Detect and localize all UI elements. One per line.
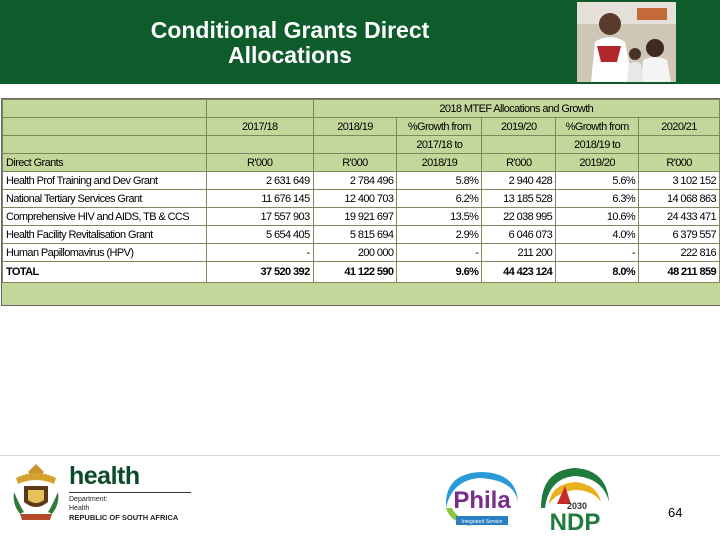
direct-grants-header: Direct Grants	[3, 154, 207, 172]
header-empty-cell	[639, 136, 720, 154]
ndp-year: 2030	[566, 501, 588, 511]
col-header-2020-21: 2020/21	[639, 118, 720, 136]
grant-name: Human Papillomavirus (HPV)	[3, 244, 207, 262]
table-cell: -	[206, 244, 313, 262]
table-cell: 6.2%	[397, 190, 482, 208]
table-row	[3, 190, 720, 208]
total-label: TOTAL	[3, 262, 207, 283]
table-cell: 10.6%	[556, 208, 639, 226]
col-header-2018-19: 2018/19	[313, 118, 397, 136]
total-row	[3, 262, 720, 283]
growth-2-year-header: 2019/20	[556, 154, 639, 172]
allocations-table-container	[1, 98, 720, 306]
unit-header: R'000	[482, 154, 556, 172]
total-cell: 9.6%	[397, 262, 482, 283]
table-cell: -	[556, 244, 639, 262]
header-empty-cell	[206, 136, 313, 154]
table-cell: 6 046 073	[482, 226, 556, 244]
grant-name: National Tertiary Services Grant	[3, 190, 207, 208]
header-empty-cell	[482, 136, 556, 154]
table-cell: 5.6%	[556, 172, 639, 190]
table-cell: 5 815 694	[313, 226, 397, 244]
unit-header: R'000	[206, 154, 313, 172]
table-cell: 13.5%	[397, 208, 482, 226]
table-cell: -	[397, 244, 482, 262]
table-cell: 2 631 649	[206, 172, 313, 190]
grant-name: Comprehensive HIV and AIDS, TB & CCS	[3, 208, 207, 226]
header-photo	[577, 2, 676, 82]
table-cell: 5 654 405	[206, 226, 313, 244]
growth-2-subheader: 2018/19 to	[556, 136, 639, 154]
table-cell: 24 433 471	[639, 208, 720, 226]
header-corner-cell	[3, 100, 207, 118]
page-number: 64	[668, 505, 683, 520]
table-cell: 19 921 697	[313, 208, 397, 226]
table-cell: 14 068 863	[639, 190, 720, 208]
dept-country: REPUBLIC OF SOUTH AFRICA	[69, 513, 179, 522]
slide-title: Conditional Grants Direct Allocations	[150, 17, 430, 68]
table-cell: 6 379 557	[639, 226, 720, 244]
table-cell: 2 940 428	[482, 172, 556, 190]
table-cell: 2.9%	[397, 226, 482, 244]
dept-label: Department:	[69, 496, 108, 503]
unit-header: R'000	[313, 154, 397, 172]
footer-divider	[0, 455, 720, 456]
table-row	[3, 208, 720, 226]
allocations-table	[2, 99, 720, 283]
table-cell: 6.3%	[556, 190, 639, 208]
phila-logo	[440, 468, 524, 530]
header-empty-cell	[313, 136, 397, 154]
table-row	[3, 172, 720, 190]
table-cell: 3 102 152	[639, 172, 720, 190]
header-empty-cell	[3, 136, 207, 154]
total-cell: 8.0%	[556, 262, 639, 283]
growth-1-subheader: 2017/18 to	[397, 136, 482, 154]
table-cell: 11 676 145	[206, 190, 313, 208]
department-name	[69, 495, 178, 523]
table-row	[3, 226, 720, 244]
table-cell: 13 185 528	[482, 190, 556, 208]
grant-name: Health Facility Revitalisation Grant	[3, 226, 207, 244]
table-cell: 200 000	[313, 244, 397, 262]
unit-header: R'000	[639, 154, 720, 172]
total-cell: 44 423 124	[482, 262, 556, 283]
phila-tagline: Integrated Service	[461, 519, 503, 525]
title-banner	[0, 0, 720, 84]
ndp-logo	[535, 464, 613, 534]
table-cell: 5.8%	[397, 172, 482, 190]
total-cell: 41 122 590	[313, 262, 397, 283]
ndp-text: NDP	[549, 509, 601, 534]
table-cell: 211 200	[482, 244, 556, 262]
table-cell: 17 557 903	[206, 208, 313, 226]
phila-text: Phila	[453, 487, 511, 514]
table-cell: 12 400 703	[313, 190, 397, 208]
col-header-growth-1: %Growth from	[397, 118, 482, 136]
table-row	[3, 244, 720, 262]
table-cell: 222 816	[639, 244, 720, 262]
table-cell: 2 784 496	[313, 172, 397, 190]
growth-1-year-header: 2018/19	[397, 154, 482, 172]
mtef-super-header: 2018 MTEF Allocations and Growth	[313, 100, 719, 118]
col-header-2019-20: 2019/20	[482, 118, 556, 136]
header-corner-cell	[206, 100, 313, 118]
header-empty-cell	[3, 118, 207, 136]
table-cell: 4.0%	[556, 226, 639, 244]
col-header-2017-18: 2017/18	[206, 118, 313, 136]
total-cell: 48 211 859	[639, 262, 720, 283]
col-header-growth-2: %Growth from	[556, 118, 639, 136]
table-cell: 22 038 995	[482, 208, 556, 226]
total-cell: 37 520 392	[206, 262, 313, 283]
dept-health: Health	[69, 505, 90, 512]
grant-name: Health Prof Training and Dev Grant	[3, 172, 207, 190]
coat-of-arms-icon	[10, 462, 62, 524]
logo-underline	[69, 492, 191, 493]
health-logo-word: health	[69, 462, 140, 490]
